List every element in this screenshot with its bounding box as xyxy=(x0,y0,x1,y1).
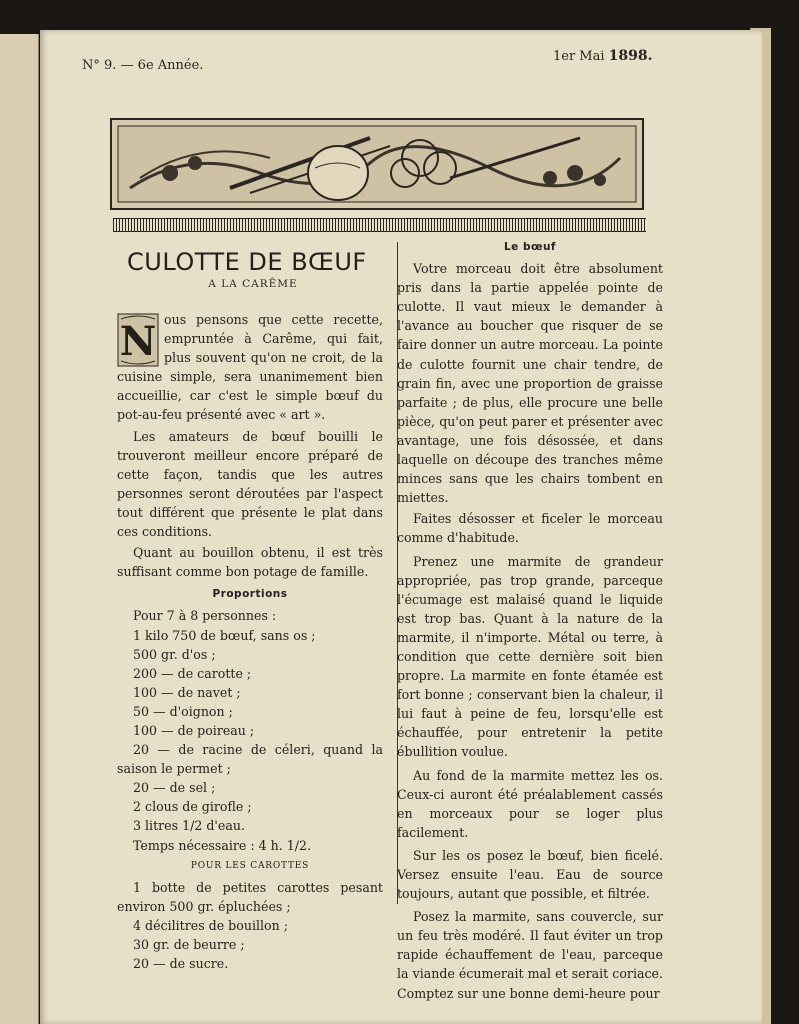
paragraph: Au fond de la marmite mettez les os. Ceux-ci auront été préalablement cassés en morceaux pour se loger plus facilement. xyxy=(397,767,663,840)
time-needed: Temps nécessaire : 4 h. 1/2. xyxy=(133,837,312,853)
carrot-item: 20 — de sucre. xyxy=(133,956,229,972)
facing-page-edge xyxy=(0,34,39,1024)
paragraph: Posez la marmite, sans couvercle, sur un feu très modéré. Il faut éviter un trop rapide échauffement de l'eau, parceque la viande écumerait mal et serait coriace. Comptez sur une bonne demi-heure pour xyxy=(397,909,663,1001)
ingredient-item: 100 — de navet ; xyxy=(133,684,241,700)
carrot-item: 4 décilitres de bouillon ; xyxy=(133,917,288,933)
carrots-heading: POUR LES CAROTTES xyxy=(190,860,310,871)
beef-heading: Le bœuf xyxy=(503,241,557,253)
article-title: CULOTTE DE BŒUF xyxy=(127,248,367,276)
decorated-dropcap xyxy=(117,313,159,367)
issue-number: N° 9. — 6e Année. xyxy=(82,58,204,73)
paragraph: Prenez une marmite de grandeur appropriée, pas trop grande, parceque l'écumage est malaisé quand le liquide est trop bas. Quant à la nature de la marmite, il n'importe. Métal ou terre, à condition que cette dernière soit bien propre. La marmite en fonte étamée est fort bonne ; conservant bien la chaleur, il lui faut à peine de feu, lorsqu'elle est échauffée, pour entretenir la petite ébullition voulue. xyxy=(397,553,663,760)
dropcap-letter: N xyxy=(119,318,157,365)
article-subtitle: A LA CARÊME xyxy=(208,278,298,290)
left-column xyxy=(117,310,383,973)
ingredient-item: 1 kilo 750 de bœuf, sans os ; xyxy=(133,627,316,643)
paragraph: Sur les os posez le bœuf, bien ficelé. Versez ensuite l'eau. Eau de source toujours, autant que possible, et filtrée. xyxy=(397,847,663,902)
carrot-item: 30 gr. de beurre ; xyxy=(133,937,245,952)
paragraph: Faites désosser et ficeler le morceau comme d'habitude. xyxy=(397,511,663,546)
ingredient-item: Pour 7 à 8 personnes : xyxy=(133,608,277,624)
paragraph: Les amateurs de bœuf bouilli le trouveront meilleur encore préparé de cette façon, tandis que les autres personnes seront déroutées par l'aspect tout différent que présente le plat dans ces conditions. xyxy=(117,428,383,540)
intro-paragraph: ous pensons que cette recette, empruntée à Carême, qui fait, plus souvent qu'on ne croit, de la cuisine simple, sera unanimement bien accueillie, car c'est le simple bœuf du pot-au-feu présenté avec « art ». xyxy=(117,312,383,423)
paragraph: Quant au bouillon obtenu, il est très suffisant comme bon potage de famille. xyxy=(117,545,383,580)
ornamental-rule xyxy=(113,218,646,232)
ingredient-item: 500 gr. d'os ; xyxy=(133,646,216,662)
ingredient-item: 2 clous de girofle ; xyxy=(133,799,252,815)
ingredient-item: 3 litres 1/2 d'eau. xyxy=(133,818,245,834)
right-column xyxy=(397,238,663,1003)
ingredient-item: 20 — de sel ; xyxy=(133,780,216,796)
date-day-month: 1er Mai xyxy=(553,49,605,64)
carrot-item: 1 botte de petites carottes pesant environ 500 gr. épluchées ; xyxy=(117,879,383,914)
ingredient-item: 50 — d'oignon ; xyxy=(133,703,233,719)
issue-date xyxy=(553,48,653,64)
paragraph: Votre morceau doit être absolument pris dans la partie appelée pointe de culotte. Il vaut mieux le demander à l'avance au boucher que risquer de se faire donner un autre morceau. La pointe de culotte fournit une chair tendre, de grain fin, avec une proportion de graisse parfaite ; de plus, elle procure une belle pièce, qu'on peut parer et présenter avec avantage, une fois désossée, et dans laquelle on découpe des tranches même minces sans que les chairs tombent en miettes. xyxy=(397,261,663,506)
vegetable-banner-illustration xyxy=(110,118,644,210)
date-year: 1898. xyxy=(608,48,653,64)
proportions-heading: Proportions xyxy=(212,588,288,601)
ingredient-item: 20 — de racine de céleri, quand la saison le permet ; xyxy=(117,742,383,777)
ingredient-item: 100 — de poireau ; xyxy=(133,722,255,738)
ingredient-item: 200 — de carotte ; xyxy=(133,665,252,681)
